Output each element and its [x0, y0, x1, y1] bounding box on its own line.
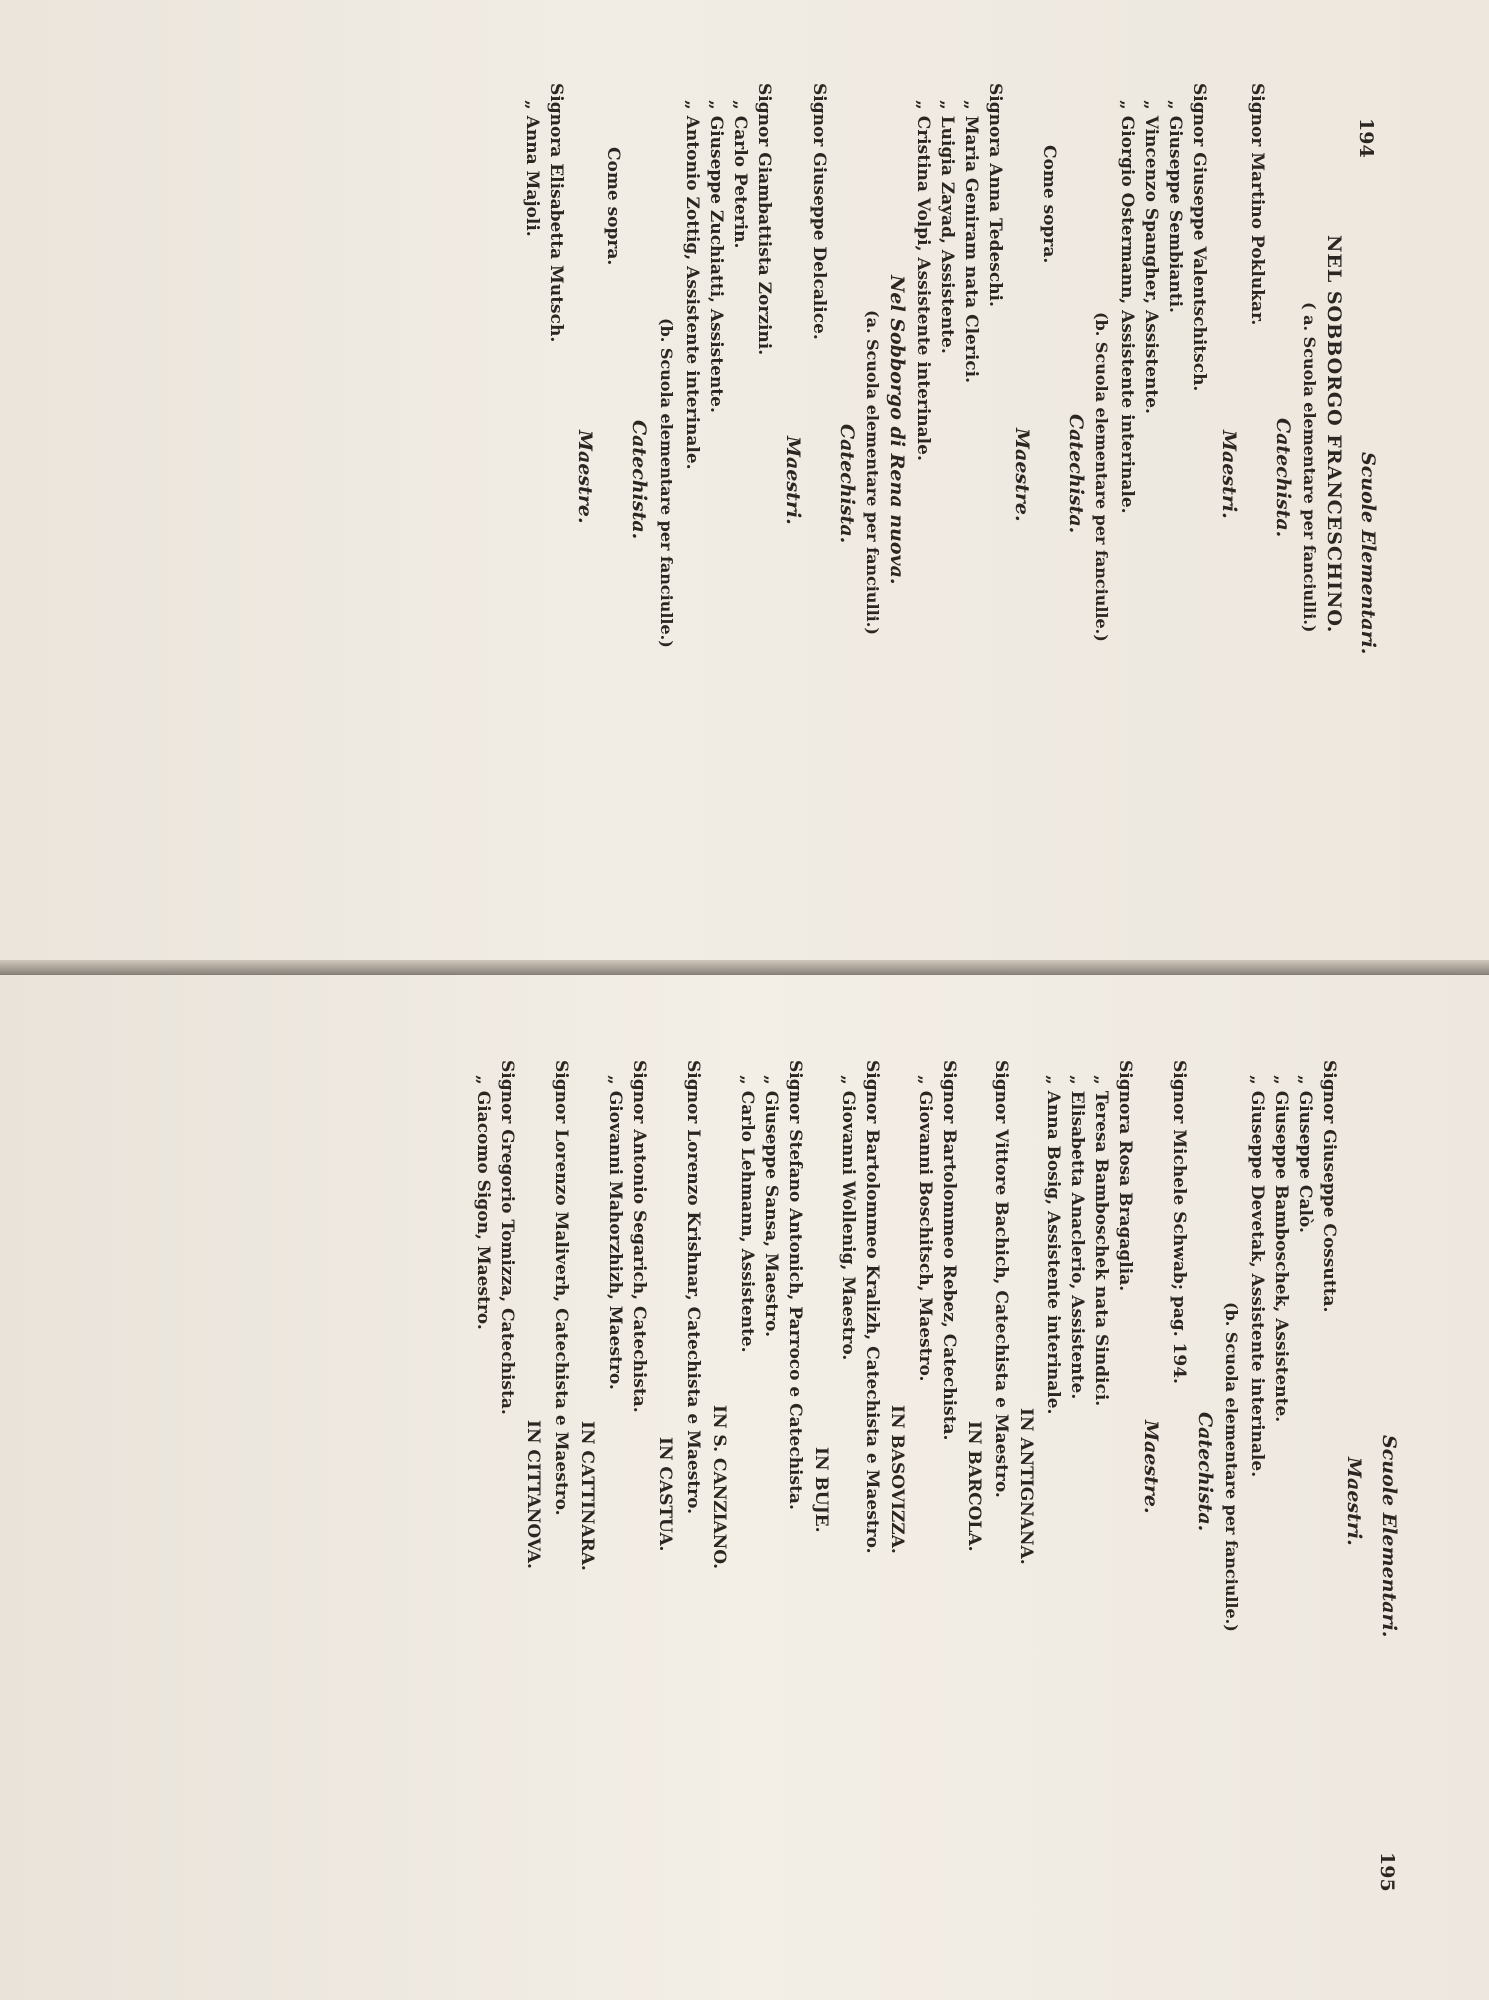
line: „ Giuseppe Sansa, Maestro.: [761, 1075, 781, 1337]
line: „ Cristina Volpi, Assistente interinale.: [913, 100, 933, 461]
line: (b. Scuola elementare per fanciulle.): [657, 318, 676, 648]
line: IN BUJE.: [811, 1447, 831, 1533]
line: Signor Michele Schwab; pag. 194.: [1169, 1060, 1189, 1384]
line: IN S. CANZIANO.: [709, 1405, 729, 1569]
line: IN CATTINARA.: [577, 1421, 597, 1571]
line: Maestre.: [1011, 428, 1033, 522]
running-head: Scuole Elementari.: [1378, 1435, 1400, 1638]
right-page: [0, 975, 1489, 2000]
section-title: NEL SOBBORGO FRANCESCHINO.: [1323, 235, 1345, 634]
line: „ Giovanni Boschitsch, Maestro.: [915, 1075, 935, 1382]
line: Signor Giuseppe Valentschitsch.: [1189, 83, 1209, 392]
line: Signor Lorenzo Maliverh, Catechista e Maestro.: [551, 1060, 571, 1516]
line: (b. Scuola elementare per fanciulle.): [1222, 1302, 1241, 1632]
line: ( a. Scuola elementare per fanciulli.): [1300, 302, 1319, 633]
line: IN BARCOLA.: [964, 1421, 984, 1552]
line: Nel Sobborgo di Rena nuova.: [886, 275, 908, 585]
line: „ Carlo Lehmann, Assistente.: [737, 1075, 757, 1353]
running-head: Scuole Elementari.: [1357, 452, 1379, 655]
line: Signora Rosa Bragaglia.: [1115, 1060, 1135, 1292]
line: Signor Vittore Bachich, Catechista e Maestro.: [991, 1060, 1011, 1498]
line: Catechista.: [1194, 1412, 1216, 1532]
line: Catechista.: [1065, 414, 1087, 534]
line: „ Giacomo Sigon, Maestro.: [473, 1075, 493, 1330]
line: Maestre.: [1140, 1420, 1162, 1514]
line: „ Giorgio Ostermann, Assistente interinale.: [1117, 100, 1137, 514]
line: Catechista.: [628, 420, 650, 540]
page-number: 195: [1376, 1852, 1398, 1892]
line: Maestri.: [782, 436, 804, 525]
line: Signor Giuseppe Delcalice.: [809, 83, 829, 340]
line: Signor Gregorio Tomizza, Catechista.: [497, 1060, 517, 1415]
line: Come sopra.: [1039, 145, 1059, 264]
line: Signor Bartolommeo Rebez, Catechista.: [939, 1060, 959, 1441]
line: „ Giuseppe Bamboschek, Assistente.: [1271, 1075, 1291, 1423]
line: Signora Elisabetta Mutsch.: [546, 83, 566, 343]
line: „ Anna Majoli.: [522, 100, 542, 237]
line: „ Giovanni Wollenig, Maestro.: [838, 1075, 858, 1361]
line: Signora Anna Tedeschi.: [985, 83, 1005, 307]
right-page-content: [0, 975, 1489, 2000]
line: Signor Giuseppe Cossutta.: [1319, 1060, 1339, 1313]
line: „ Teresa Bamboschek nata Sindici.: [1091, 1075, 1111, 1407]
line: „ Carlo Peterin.: [730, 100, 750, 249]
line: IN CASTUA.: [655, 1437, 675, 1552]
line: Signor Martino Poklukar.: [1247, 83, 1267, 326]
line: „ Giuseppe Devetak, Assistente interinale.: [1247, 1075, 1267, 1478]
line: Catechista.: [836, 424, 858, 544]
line: Signor Stefano Antonich, Parroco e Catechista.: [785, 1060, 805, 1510]
line: Catechista.: [1272, 418, 1294, 538]
left-page-content: [0, 0, 1489, 975]
line: Maestre.: [574, 430, 596, 524]
line: „ Elisabetta Anaclerio, Assistente.: [1067, 1075, 1087, 1400]
line: Maestri.: [1218, 430, 1240, 519]
page-number: 194: [1355, 118, 1377, 158]
line: „ Antonio Zottig, Assistente interinale.: [682, 100, 702, 470]
line: „ Giovanni Mahorzhizh, Maestro.: [605, 1075, 625, 1390]
line: „ Luigia Zayad, Assistente.: [937, 100, 957, 354]
line: „ Vincenzo Spangher, Assistente.: [1141, 100, 1161, 414]
left-page: [0, 0, 1489, 975]
line: Signor Giambattista Zorzini.: [754, 83, 774, 356]
line: IN CITTANOVA.: [523, 1420, 543, 1569]
line: (a. Scuola elementare per fanciulli.): [863, 310, 882, 635]
line: Come sopra.: [603, 147, 623, 266]
line: „ Giuseppe Calò.: [1295, 1075, 1315, 1233]
line: IN BASOVIZZA.: [887, 1405, 907, 1554]
line: „ Giuseppe Zuchiatti, Assistente.: [706, 100, 726, 413]
line: (b. Scuola elementare per fanciulle.): [1092, 312, 1111, 642]
line: Signor Bartolommeo Kralizh, Catechista e Maestro.: [862, 1060, 882, 1554]
line: Maestri.: [1343, 1457, 1365, 1546]
line: Signor Antonio Segarich, Catechista.: [629, 1060, 649, 1413]
line: IN ANTIGNANA.: [1016, 1408, 1036, 1565]
line: „ Giuseppe Sembianti.: [1165, 100, 1185, 313]
line: Signor Lorenzo Krishnar, Catechista e Maestro.: [683, 1060, 703, 1515]
line: „ Maria Geniram nata Clerici.: [961, 100, 981, 384]
line: „ Anna Bosig, Assistente interinale.: [1043, 1075, 1063, 1415]
